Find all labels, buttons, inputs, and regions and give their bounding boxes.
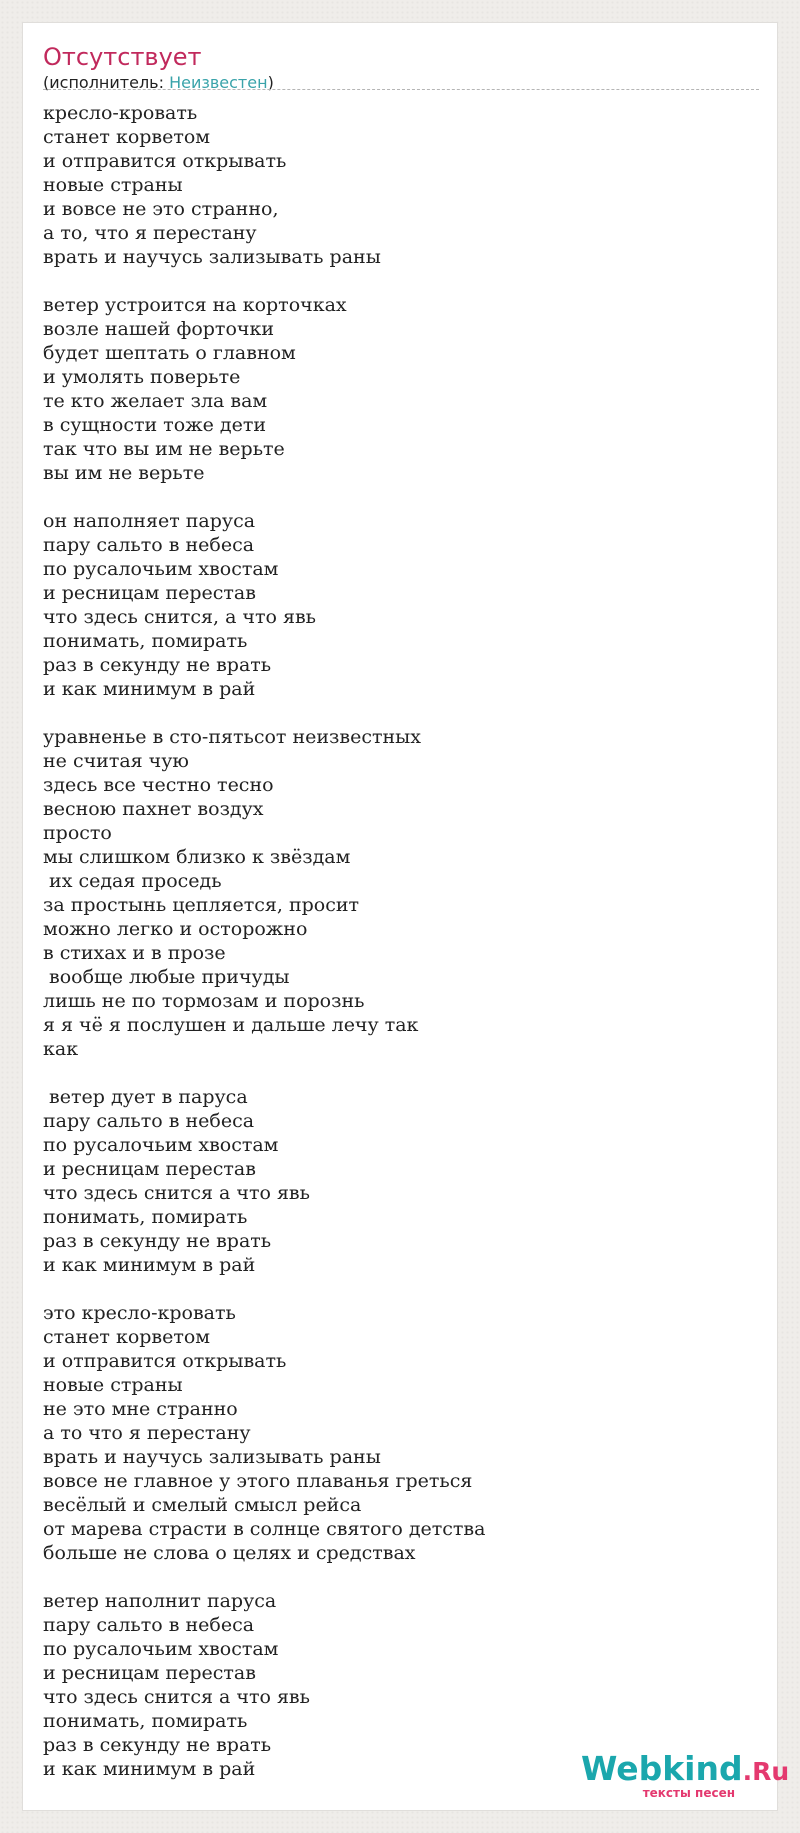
lyric-line: можно легко и осторожно — [43, 918, 308, 940]
lyric-line: мы слишком близко к звёздам — [43, 846, 351, 868]
lyric-line: по русалочьим хвостам — [43, 1134, 279, 1156]
lyric-line: а то, что я перестану — [43, 222, 257, 244]
header-divider — [43, 89, 759, 90]
lyric-line — [43, 1061, 759, 1085]
lyric-line: и ресницам перестав — [43, 1662, 256, 1684]
lyric-line — [43, 269, 759, 293]
lyric-line: больше не слова о целях и средствах — [43, 1542, 416, 1564]
lyric-line: ветер дует в паруса — [43, 1086, 248, 1108]
lyric-line: вообще любые причуды — [43, 966, 290, 988]
lyric-line: понимать, помирать — [43, 1710, 248, 1732]
lyric-line: не считая чую — [43, 750, 189, 772]
lyric-line: и умолять поверьте — [43, 366, 241, 388]
lyric-line: и как минимум в рай — [43, 678, 256, 700]
lyric-line: врать и научусь зализывать раны — [43, 1446, 381, 1468]
song-header — [43, 43, 759, 93]
lyric-line: я я чё я послушен и дальше лечу так — [43, 1014, 419, 1036]
lyric-line: те кто желает зла вам — [43, 390, 268, 412]
lyric-line: как — [43, 1038, 79, 1060]
lyric-line: возле нашей форточки — [43, 318, 274, 340]
lyric-line: раз в секунду не врать — [43, 1230, 272, 1252]
lyric-line: по русалочьим хвостам — [43, 1638, 279, 1660]
logo-wordmark — [581, 1749, 790, 1791]
lyric-line — [43, 701, 759, 725]
lyric-line: просто — [43, 822, 112, 844]
lyric-line: это кресло-кровать — [43, 1302, 236, 1324]
lyric-line: а то что я перестану — [43, 1422, 251, 1444]
lyric-line: вы им не верьте — [43, 462, 205, 484]
lyric-line: раз в секунду не врать — [43, 654, 272, 676]
lyric-line: и ресницам перестав — [43, 1158, 256, 1180]
lyric-line: что здесь снится а что явь — [43, 1182, 310, 1204]
lyric-line: раз в секунду не врать — [43, 1734, 272, 1756]
lyric-line: что здесь снится, а что явь — [43, 606, 317, 628]
lyric-line: от марева страсти в солнце святого детства — [43, 1518, 486, 1540]
lyric-line: и как минимум в рай — [43, 1758, 256, 1780]
lyric-line: лишь не по тормозам и порознь — [43, 990, 365, 1012]
lyric-line: весною пахнет воздух — [43, 798, 264, 820]
lyric-line: понимать, помирать — [43, 1206, 248, 1228]
lyric-line: пару сальто в небеса — [43, 534, 255, 556]
lyric-line: вовсе не главное у этого плаванья греться — [43, 1470, 473, 1492]
lyric-line: ветер наполнит паруса — [43, 1590, 277, 1612]
webkind-logo[interactable] — [581, 1749, 790, 1804]
lyric-line: пару сальто в небеса — [43, 1614, 255, 1636]
logo-brand: Webkind — [581, 1749, 743, 1788]
lyrics-text — [43, 101, 759, 1781]
lyric-line: он наполняет паруса — [43, 510, 256, 532]
lyric-line: и отправится открывать — [43, 150, 287, 172]
lyric-line: врать и научусь зализывать раны — [43, 246, 381, 268]
lyric-line — [43, 485, 759, 509]
lyric-line: здесь все честно тесно — [43, 774, 274, 796]
lyric-line: в стихах и в прозе — [43, 942, 226, 964]
lyric-line: в сущности тоже дети — [43, 414, 267, 436]
lyric-line: станет корветом — [43, 1326, 211, 1348]
lyric-line: ветер устроится на корточках — [43, 294, 347, 316]
lyric-line: кресло-кровать — [43, 102, 198, 124]
lyric-line — [43, 1565, 759, 1589]
lyric-line: будет шептать о главном — [43, 342, 296, 364]
lyric-line: так что вы им не верьте — [43, 438, 285, 460]
lyric-line: что здесь снится а что явь — [43, 1686, 310, 1708]
lyric-line: и как минимум в рай — [43, 1254, 256, 1276]
performer-line — [43, 73, 759, 93]
lyric-line: станет корветом — [43, 126, 211, 148]
lyric-line: уравненье в сто-пятьсот неизвестных — [43, 726, 421, 748]
song-title: Отсутствует — [43, 43, 202, 71]
lyric-line: новые страны — [43, 174, 183, 196]
artist-link[interactable]: Неизвестен — [169, 73, 268, 92]
lyric-line: весёлый и смелый смысл рейса — [43, 1494, 362, 1516]
lyric-line: их седая проседь — [43, 870, 222, 892]
lyric-line: за простынь цепляется, просит — [43, 894, 360, 916]
lyric-line: пару сальто в небеса — [43, 1110, 255, 1132]
performer-prefix: (исполнитель: — [43, 73, 170, 92]
lyric-line: по русалочьим хвостам — [43, 558, 279, 580]
lyrics-card — [22, 22, 790, 1811]
lyric-line: понимать, помирать — [43, 630, 248, 652]
lyric-line — [43, 1277, 759, 1301]
lyric-line: и вовсе не это странно, — [43, 198, 279, 220]
logo-tld: .Ru — [742, 1757, 790, 1786]
lyric-line: не это мне странно — [43, 1398, 238, 1420]
lyric-line: новые страны — [43, 1374, 183, 1396]
lyric-line: и отправится открывать — [43, 1350, 287, 1372]
lyric-line: и ресницам перестав — [43, 582, 256, 604]
performer-suffix: ) — [267, 73, 274, 92]
logo-tagline: тексты песен — [642, 1786, 735, 1800]
